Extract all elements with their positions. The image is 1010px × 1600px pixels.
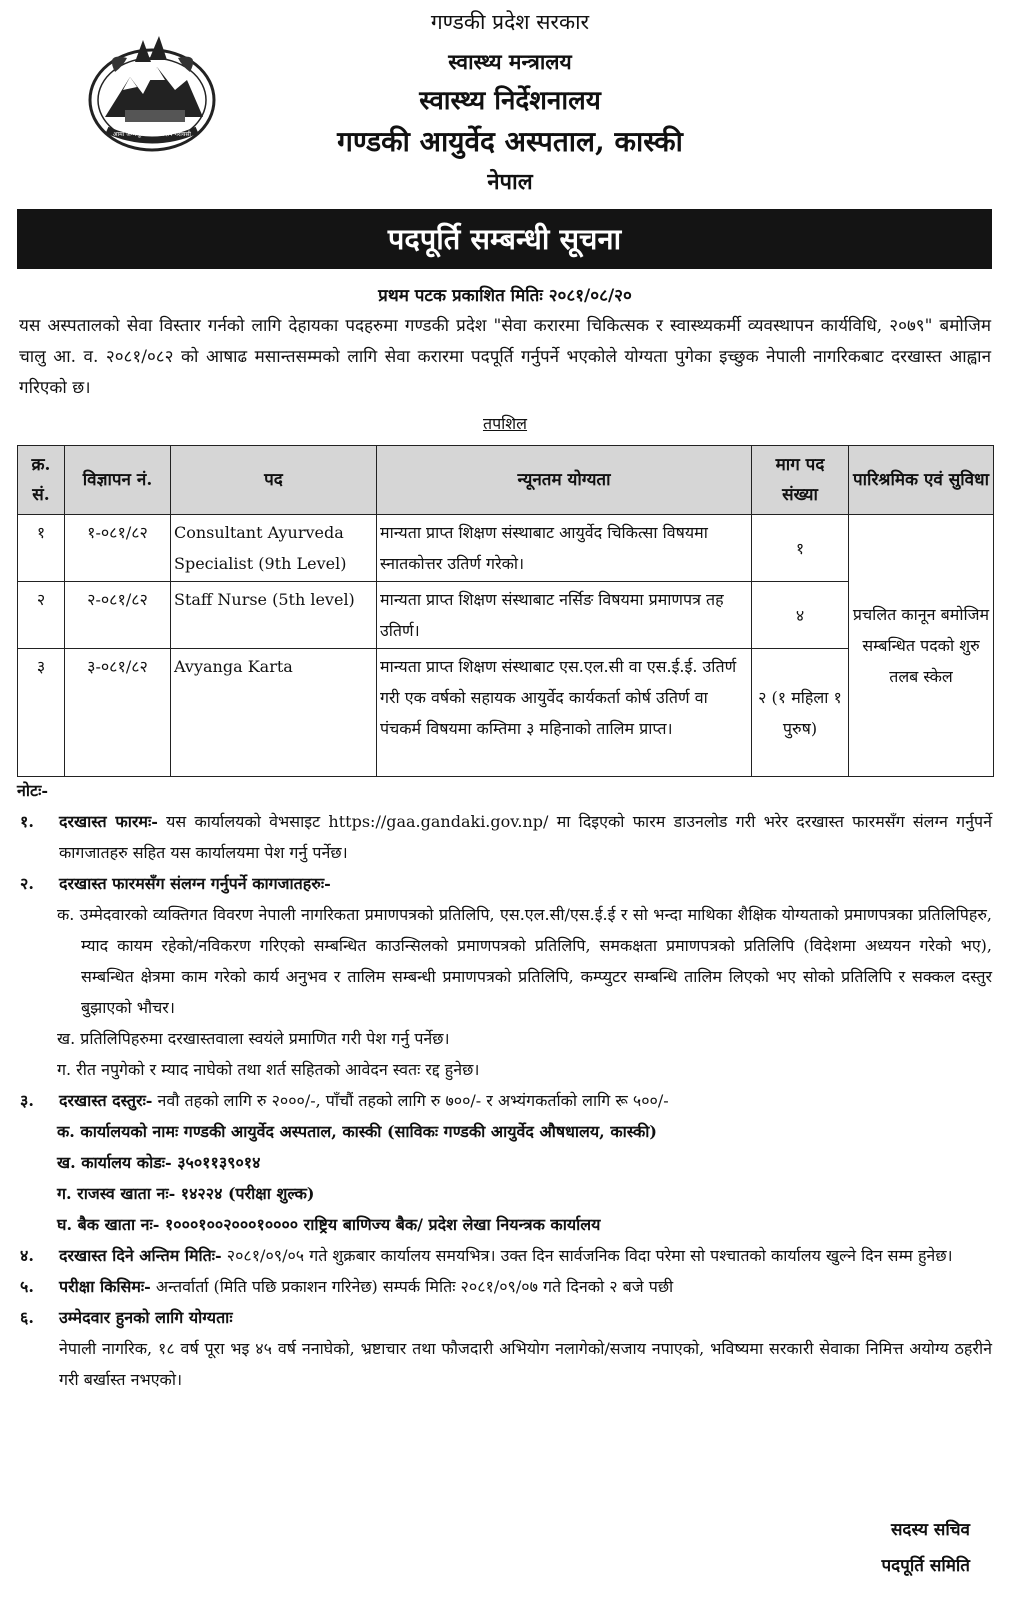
header-directorate: स्वास्थ्य निर्देशनालय	[419, 86, 601, 116]
signature-title: सदस्य सचिव	[890, 1520, 970, 1540]
cell-sn: १	[18, 515, 65, 582]
note-4	[17, 1240, 992, 1271]
cell-post: Avyanga Karta	[171, 649, 377, 777]
cell-adv: १-०८१/८२	[65, 515, 171, 582]
note-number: २.	[20, 874, 34, 893]
col-header-count: माग पद संख्या	[752, 446, 849, 515]
cell-salary: प्रचलित कानून बमोजिम सम्बन्धित पदको शुरु तलब स्केल	[849, 515, 994, 777]
note-3-gha: घ. बैक खाता नः- १०००१००२०००१०००० राष्ट्रिय बाणिज्य बैक/ प्रदेश लेखा नियन्त्रक कार्यालय	[57, 1215, 601, 1234]
header-ministry: स्वास्थ्य मन्त्रालय	[448, 49, 572, 74]
note-text: अन्तर्वार्ता (मिति पछि प्रकाशन गरिनेछ) सम्पर्क मितिः २०८१/०९/०७ गते दिनको २ बजे पछी	[150, 1277, 674, 1296]
note-heading: दरखास्त फारमः-	[59, 812, 158, 831]
note-number: १.	[20, 812, 34, 831]
notes-section	[17, 775, 992, 1395]
publish-date: प्रथम पटक प्रकाशित मितिः २०८१/०८/२०	[378, 286, 632, 306]
cell-sn: २	[18, 582, 65, 649]
note-5	[17, 1271, 992, 1302]
note-heading: दरखास्त दस्तुरः-	[59, 1091, 153, 1110]
details-heading: तपशिल	[482, 414, 528, 433]
cell-post: Consultant Ayurveda Specialist (9th Level)	[171, 515, 377, 582]
cell-count: १	[752, 515, 849, 582]
table-row	[18, 649, 994, 777]
col-header-post: पद	[171, 446, 377, 515]
cell-adv: ३-०८१/८२	[65, 649, 171, 777]
signature-committee: पदपूर्ति समिति	[881, 1556, 970, 1576]
cell-qualification: मान्यता प्राप्त शिक्षण संस्थाबाट नर्सिङ विषयमा प्रमाणपत्र तह उतिर्ण।	[377, 582, 752, 649]
col-header-adv: विज्ञापन नं.	[65, 446, 171, 515]
note-2-ka: क. उम्मेदवारको व्यक्तिगत विवरण नेपाली नागरिकता प्रमाणपत्रको प्रतिलिपि, एस.एल.सी/एस.ई.ई र सो भन्दा माथिका शैक्षिक योग्यताको प्रमाणपत्रका प्रतिलिपिहरु, म्याद कायम रहेको/नविकरण गरिएको सम्बन्धित काउन्सिलको प्रमाणपत्रको प्रतिलिपि, समकक्षता प्रमाणपत्रको प्रतिलिपि (विदेशमा अध्ययन गरेको भए), सम्बन्धित क्षेत्रमा काम गरेको कार्य अनुभव र तालिम सम्बन्धी प्रमाणपत्रको प्रतिलिपि, कम्प्युटर सम्बन्धि तालिम लिएको भए सोको प्रतिलिपि र सक्कल दस्तुर बुझाएको भौचर।	[57, 905, 992, 1017]
header-hospital: गण्डकी आयुर्वेद अस्पताल, कास्की	[337, 125, 683, 158]
cell-count: ४	[752, 582, 849, 649]
vacancy-table	[17, 445, 994, 777]
note-number: ५.	[20, 1277, 34, 1296]
header-country: नेपाल	[487, 169, 533, 195]
note-heading: दरखास्त फारमसँग संलग्न गर्नुपर्ने कागजातहरुः-	[59, 874, 331, 893]
note-3-ga: ग. राजस्व खाता नः- १४२२४ (परीक्षा शुल्क)	[57, 1184, 315, 1203]
emblem-motto: आमा जन्मभूमिश्च स्वर्गादपि गरीयसी	[113, 131, 191, 138]
intro-paragraph: यस अस्पतालको सेवा विस्तार गर्नको लागि देहायका पदहरुमा गण्डकी प्रदेश "सेवा करारमा चिकित्सक र स्वास्थ्यकर्मी व्यवस्थापन कार्यविधि, २०७९" बमोजिम चालु आ. व. २०८१/०८२ को आषाढ मसान्तसम्मको लागि सेवा करारमा पदपूर्ति गर्नुपर्ने भएकोले योग्यता पुगेका इच्छुक नेपाली नागरिकबाट दरखास्त आह्वान गरिएको छ।	[19, 316, 991, 398]
note-1	[17, 806, 992, 868]
notes-title: नोटः-	[17, 781, 48, 800]
note-text: नवौ तहको लागि रु २०००/-, पाँचौं तहको लागि रु ७००/- र अभ्यंगकर्ताको लागि रू ५००/-	[152, 1091, 669, 1110]
note-2-ga: ग. रीत नपुगेको र म्याद नाघेको तथा शर्त सहितको आवेदन स्वतः रद्द हुनेछ।	[57, 1060, 480, 1079]
cell-adv: २-०८१/८२	[65, 582, 171, 649]
col-header-salary: पारिश्रमिक एवं सुविधा	[849, 446, 994, 515]
note-number: ४.	[20, 1246, 34, 1265]
note-text: २०८१/०९/०५ गते शुक्रबार कार्यालय समयभित्र। उक्त दिन सार्वजनिक विदा परेमा सो पश्चातको कार्यालय खुल्ने दिन सम्म हुनेछ।	[221, 1246, 953, 1265]
note-text: यस कार्यालयको वेभसाइट https://gaa.gandaki.gov.np/ मा दिइएको फारम डाउनलोड गरी भरेर दरखास्त फारमसँग संलग्न गर्नुपर्ने कागजातहरु सहित यस कार्यालयमा पेश गर्नु पर्नेछ।	[59, 812, 993, 862]
col-header-qualification: न्यूनतम योग्यता	[377, 446, 752, 515]
note-number: ६.	[20, 1308, 34, 1327]
note-3	[17, 1085, 992, 1240]
note-heading: दरखास्त दिने अन्तिम मितिः-	[59, 1246, 222, 1265]
cell-qualification: मान्यता प्राप्त शिक्षण संस्थाबाट एस.एल.सी वा एस.ई.ई. उतिर्ण गरी एक वर्षको सहायक आयुर्वेद कार्यकर्ता कोर्ष उतिर्ण वा पंचकर्म विषयमा कम्तिमा ३ महिनाको तालिम प्राप्त।	[377, 649, 752, 777]
cell-count: २ (१ महिला १ पुरुष)	[752, 649, 849, 777]
note-2-kha: ख. प्रतिलिपिहरुमा दरखास्तवाला स्वयंले प्रमाणित गरी पेश गर्नु पर्नेछ।	[57, 1029, 450, 1048]
note-heading: परीक्षा किसिमः-	[59, 1277, 151, 1296]
notice-title-banner: पदपूर्ति सम्बन्धी सूचना	[17, 209, 992, 269]
col-header-sn: क्र. सं.	[18, 446, 65, 515]
note-3-ka: क. कार्यालयको नामः गण्डकी आयुर्वेद अस्पताल, कास्की (साविकः गण्डकी आयुर्वेद औषधालय, कास्की)	[57, 1122, 657, 1141]
note-heading: उम्मेदवार हुनको लागि योग्यताः	[59, 1308, 233, 1327]
cell-post: Staff Nurse (5th level)	[171, 582, 377, 649]
table-row	[18, 582, 994, 649]
cell-sn: ३	[18, 649, 65, 777]
note-3-kha: ख. कार्यालय कोडः- ३५०११३९०१४	[57, 1153, 261, 1172]
note-6	[17, 1302, 992, 1395]
nepal-emblem-icon	[85, 32, 220, 152]
table-row	[18, 515, 994, 582]
table-header-row	[18, 446, 994, 515]
note-2	[17, 868, 992, 1085]
cell-qualification: मान्यता प्राप्त शिक्षण संस्थाबाट आयुर्वेद चिकित्सा विषयमा स्नातकोत्तर उतिर्ण गरेको।	[377, 515, 752, 582]
header-government: गण्डकी प्रदेश सरकार	[430, 10, 590, 34]
note-number: ३.	[20, 1091, 34, 1110]
note-text: नेपाली नागरिक, १८ वर्ष पूरा भइ ४५ वर्ष ननाघेको, भ्रष्टाचार तथा फौजदारी अभियोग नलागेको/सजाय नपाएको, भविष्यमा सरकारी सेवाका निमित्त अयोग्य ठहरीने गरी बर्खास्त नभएको।	[59, 1339, 992, 1389]
